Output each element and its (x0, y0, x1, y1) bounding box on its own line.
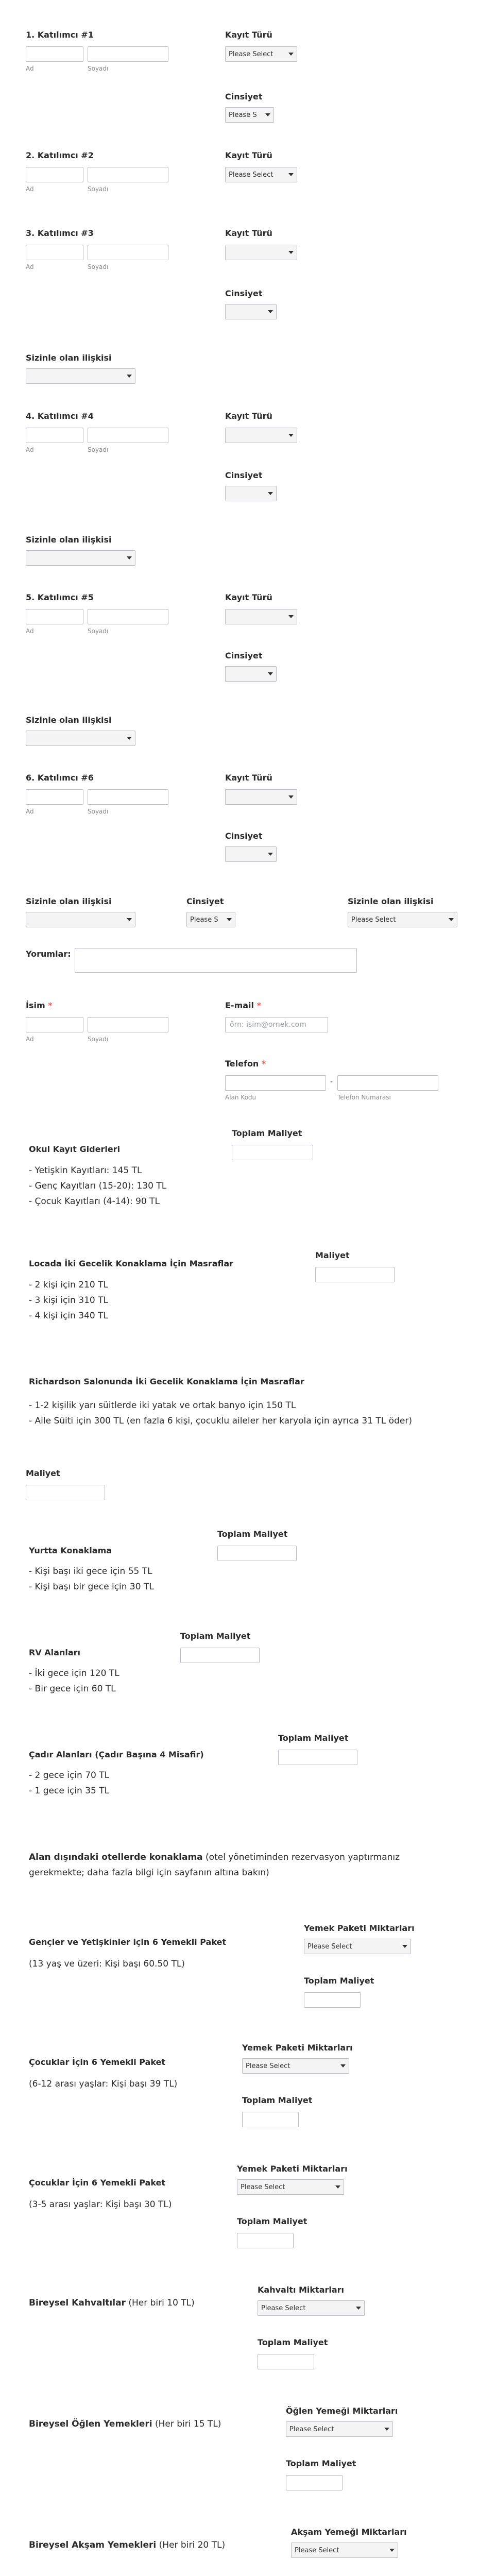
first-name-sublabel: Ad (26, 808, 34, 815)
phone-label (225, 1059, 266, 1069)
participant-6-relation-select[interactable] (26, 912, 135, 927)
lodge-cost-label: Maliyet (315, 1250, 350, 1260)
meal-5-subtitle: (Her biri 15 TL) (152, 2419, 221, 2429)
meal-1-title: Gençler ve Yetişkinler için 6 Yemekli Paket (29, 1937, 227, 1947)
select-value: Please Select (246, 2062, 290, 2070)
last-name-sublabel: Soyadı (88, 185, 109, 193)
rv-total-label: Toplam Maliyet (180, 1631, 251, 1641)
participant-4-last-name-input[interactable] (88, 428, 168, 443)
chevron-down-icon (288, 615, 294, 618)
rv-line: - İki gece için 120 TL (29, 1668, 119, 1679)
email-label-text: E-mail (225, 1001, 254, 1010)
first-name-sublabel: Ad (26, 446, 34, 453)
last-name-sublabel: Soyadı (88, 1036, 109, 1043)
required-asterisk: * (261, 1059, 266, 1069)
select-value: Please Select (295, 2546, 339, 2554)
richardson-line: - Aile Süiti için 300 TL (en fazla 6 kişi, çocuklu aileler her karyola için ayrıca 31 TL öder) (29, 1416, 412, 1426)
last-name-sublabel: Soyadı (88, 65, 109, 72)
chevron-down-icon (288, 251, 294, 254)
first-name-sublabel: Ad (26, 65, 34, 72)
tent-title: Çadır Alanları (Çadır Başına 4 Misafir) (29, 1750, 204, 1759)
chevron-down-icon (268, 853, 273, 856)
select-value: Please Select (351, 916, 396, 924)
last-name-sublabel: Soyadı (88, 808, 109, 815)
lodge-line: - 4 kişi için 340 TL (29, 1311, 108, 1321)
richardson-title: Richardson Salonunda İki Gecelik Konaklama İçin Masraflar (29, 1377, 304, 1386)
meal-6-qty-label: Akşam Yemeği Miktarları (291, 2527, 407, 2537)
participant-4-registration-type-select[interactable] (225, 428, 297, 443)
select-value: Please S (190, 916, 218, 924)
dorm-title: Yurtta Konaklama (29, 1546, 112, 1555)
select-value: Please Select (289, 2425, 334, 2433)
email-input[interactable] (225, 1017, 328, 1032)
participant-2-first-name-input[interactable] (26, 167, 83, 182)
meal-4-total-input[interactable] (258, 2354, 314, 2369)
relation-label: Sizinle olan ilişkisi (26, 896, 112, 906)
registration-type-label: Kayıt Türü (225, 150, 272, 160)
meal-1-total-input[interactable] (304, 1992, 361, 2008)
select-value: Please Select (241, 2183, 285, 2191)
last-name-sublabel: Soyadı (88, 446, 109, 453)
chevron-down-icon (127, 918, 132, 921)
participant-2-title: 2. Katılımcı #2 (26, 150, 94, 160)
chevron-down-icon (268, 672, 273, 675)
registration-type-label: Kayıt Türü (225, 30, 272, 40)
dorm-total-input[interactable] (217, 1546, 297, 1561)
meal-2-total-label: Toplam Maliyet (242, 2095, 313, 2105)
participant-5-gender-select[interactable] (225, 666, 277, 682)
richardson-cost-label: Maliyet (26, 1468, 60, 1478)
meal-1-subtitle: (13 yaş ve üzeri: Kişi başı 60.50 TL) (29, 1959, 185, 1969)
meal-6-title-row (29, 2540, 225, 2550)
chevron-down-icon (384, 2428, 389, 2431)
meal-5-title: Bireysel Öğlen Yemekleri (29, 2419, 152, 2429)
participant-6-title: 6. Katılımcı #6 (26, 773, 94, 783)
meal-4-title: Bireysel Kahvaltılar (29, 2298, 126, 2308)
registration-fees-title: Okul Kayıt Giderleri (29, 1144, 121, 1154)
participant-5-first-name-input[interactable] (26, 609, 83, 624)
dorm-line: - Kişi başı bir gece için 30 TL (29, 1582, 154, 1592)
meal-1-total-label: Toplam Maliyet (304, 1976, 374, 1986)
offsite-hotels-rest: (otel yönetiminden rezervasyon yaptırmanız (202, 1852, 400, 1862)
registration-type-label: Kayıt Türü (225, 592, 272, 602)
participant-1-first-name-input[interactable] (26, 46, 83, 62)
area-code-input[interactable] (225, 1075, 326, 1091)
first-name-sublabel: Ad (26, 263, 34, 270)
meal-5-total-label: Toplam Maliyet (286, 2459, 356, 2468)
first-name-sublabel: Ad (26, 185, 34, 193)
select-value: Please Select (261, 2304, 306, 2312)
participant-5-title: 5. Katılımcı #5 (26, 592, 94, 602)
email-label (225, 1001, 261, 1010)
registration-fee-line: - Yetişkin Kayıtları: 145 TL (29, 1165, 142, 1176)
meal-4-total-label: Toplam Maliyet (258, 2337, 328, 2347)
rv-line: - Bir gece için 60 TL (29, 1684, 116, 1694)
meal-4-qty-label: Kahvaltı Miktarları (258, 2285, 345, 2295)
chevron-down-icon (268, 492, 273, 495)
registration-total-label: Toplam Maliyet (232, 1128, 302, 1138)
participant-6-first-name-input[interactable] (26, 789, 83, 805)
meal-5-qty-label: Öğlen Yemeği Miktarları (286, 2406, 398, 2416)
gender-label: Cinsiyet (225, 651, 263, 660)
relation-label: Sizinle olan ilişkisi (26, 353, 112, 363)
chevron-down-icon (265, 113, 270, 116)
participant-1-registration-type-select[interactable] (225, 46, 297, 62)
participant-6-gender-select[interactable] (225, 846, 277, 862)
meal-2-title: Çocuklar İçin 6 Yemekli Paket (29, 2057, 166, 2067)
participant-6-registration-type-select[interactable] (225, 789, 297, 805)
comments-label: Yorumlar: (26, 949, 71, 959)
meal-3-qty-select[interactable] (237, 2179, 344, 2195)
registration-type-label: Kayıt Türü (225, 411, 272, 421)
required-asterisk: * (256, 1001, 261, 1010)
chevron-down-icon (227, 918, 232, 921)
chevron-down-icon (127, 737, 132, 740)
select-value: Please Select (307, 1942, 352, 1951)
chevron-down-icon (127, 375, 132, 378)
registration-fee-line: - Çocuk Kayıtları (4-14): 90 TL (29, 1196, 160, 1207)
meal-3-total-label: Toplam Maliyet (237, 2216, 307, 2226)
meal-6-title: Bireysel Akşam Yemekleri (29, 2540, 157, 2550)
comments-textarea[interactable] (75, 948, 357, 973)
gender-label: Cinsiyet (225, 289, 263, 298)
participant-5-relation-select[interactable] (26, 731, 135, 746)
extra-relation-select[interactable] (348, 912, 457, 927)
meal-4-title-row (29, 2298, 195, 2308)
offsite-hotels-text (29, 1852, 400, 1862)
contact-first-name-input[interactable] (26, 1017, 83, 1032)
select-value: Please Select (229, 50, 273, 58)
participant-4-title: 4. Katılımcı #4 (26, 411, 94, 421)
meal-5-title-row (29, 2419, 221, 2429)
participant-4-gender-select[interactable] (225, 486, 277, 501)
chevron-down-icon (288, 434, 294, 437)
offsite-hotels-text-2: gerekmekte; daha fazla bilgi için sayfanın altına bakın) (29, 1868, 269, 1878)
registration-fee-line: - Genç Kayıtları (15-20): 130 TL (29, 1181, 167, 1191)
phone-number-sublabel: Telefon Numarası (337, 1094, 391, 1101)
participant-3-registration-type-select[interactable] (225, 245, 297, 260)
lodge-title: Locada İki Gecelik Konaklama İçin Masraflar (29, 1259, 234, 1268)
participant-1-gender-select[interactable] (225, 107, 274, 123)
participant-5-last-name-input[interactable] (88, 609, 168, 624)
lodge-cost-input[interactable] (315, 1267, 395, 1282)
meal-3-title: Çocuklar İçin 6 Yemekli Paket (29, 2178, 166, 2188)
participant-4-first-name-input[interactable] (26, 428, 83, 443)
meal-4-subtitle: (Her biri 10 TL) (125, 2298, 195, 2308)
registration-total-input[interactable] (232, 1145, 313, 1160)
chevron-down-icon (288, 53, 294, 56)
relation-label: Sizinle olan ilişkisi (26, 535, 112, 545)
email-placeholder: örn: isim@ornek.com (230, 1021, 306, 1029)
dorm-line: - Kişi başı iki gece için 55 TL (29, 1566, 152, 1577)
tent-total-input[interactable] (278, 1750, 357, 1765)
required-asterisk: * (48, 1001, 53, 1010)
chevron-down-icon (340, 2064, 346, 2067)
relation-label: Sizinle olan ilişkisi (26, 715, 112, 725)
chevron-down-icon (356, 2307, 361, 2310)
participant-3-title: 3. Katılımcı #3 (26, 228, 94, 238)
gender-label: Cinsiyet (225, 470, 263, 480)
relation-label: Sizinle olan ilişkisi (348, 896, 434, 906)
chevron-down-icon (268, 310, 273, 313)
participant-1-title: 1. Katılımcı #1 (26, 30, 94, 40)
richardson-line: - 1-2 kişilik yarı süitlerde iki yatak ve ortak banyo için 150 TL (29, 1400, 296, 1411)
phone-label-text: Telefon (225, 1059, 259, 1069)
gender-label: Cinsiyet (186, 896, 224, 906)
meal-1-qty-label: Yemek Paketi Miktarları (304, 1923, 415, 1933)
meal-4-qty-select[interactable] (258, 2300, 365, 2316)
lodge-line: - 3 kişi için 310 TL (29, 1295, 108, 1306)
chevron-down-icon (389, 2549, 395, 2552)
tent-line: - 1 gece için 35 TL (29, 1786, 110, 1796)
richardson-cost-input[interactable] (26, 1485, 105, 1500)
chevron-down-icon (402, 1945, 407, 1948)
rv-total-input[interactable] (180, 1648, 260, 1663)
first-name-sublabel: Ad (26, 1036, 34, 1043)
participant-3-last-name-input[interactable] (88, 245, 168, 260)
meal-3-subtitle: (3-5 arası yaşlar: Kişi başı 30 TL) (29, 2199, 172, 2210)
registration-type-label: Kayıt Türü (225, 228, 272, 238)
registration-type-label: Kayıt Türü (225, 773, 272, 783)
tent-line: - 2 gece için 70 TL (29, 1770, 110, 1781)
meal-2-qty-select[interactable] (242, 2058, 349, 2074)
meal-3-qty-label: Yemek Paketi Miktarları (237, 2164, 348, 2174)
meal-5-total-input[interactable] (286, 2475, 343, 2490)
select-value: Please Select (229, 171, 273, 179)
participant-1-last-name-input[interactable] (88, 46, 168, 62)
participant-6-last-name-input[interactable] (88, 789, 168, 805)
chevron-down-icon (288, 795, 294, 799)
last-name-sublabel: Soyadı (88, 263, 109, 270)
name-label (26, 1001, 53, 1010)
tent-total-label: Toplam Maliyet (278, 1733, 349, 1743)
participant-3-gender-select[interactable] (225, 304, 277, 319)
dorm-total-label: Toplam Maliyet (217, 1529, 288, 1539)
participant-5-registration-type-select[interactable] (225, 609, 297, 624)
meal-2-total-input[interactable] (242, 2112, 299, 2127)
name-label-text: İsim (26, 1001, 45, 1010)
phone-dash: - (330, 1078, 333, 1086)
participant-3-relation-select[interactable] (26, 368, 135, 384)
chevron-down-icon (449, 918, 454, 921)
lodge-line: - 2 kişi için 210 TL (29, 1280, 108, 1290)
extra-gender-select[interactable] (186, 912, 235, 927)
area-code-sublabel: Alan Kodu (225, 1094, 256, 1101)
participant-4-relation-select[interactable] (26, 550, 135, 566)
select-value: Please S (229, 111, 257, 119)
gender-label: Cinsiyet (225, 92, 263, 101)
rv-title: RV Alanları (29, 1648, 80, 1657)
first-name-sublabel: Ad (26, 628, 34, 635)
participant-2-last-name-input[interactable] (88, 167, 168, 182)
participant-2-registration-type-select[interactable] (225, 167, 297, 182)
chevron-down-icon (127, 556, 132, 560)
meal-2-qty-label: Yemek Paketi Miktarları (242, 2043, 353, 2053)
chevron-down-icon (288, 173, 294, 176)
meal-5-qty-select[interactable] (286, 2421, 393, 2437)
meal-1-qty-select[interactable] (304, 1939, 411, 1954)
participant-3-first-name-input[interactable] (26, 245, 83, 260)
gender-label: Cinsiyet (225, 831, 263, 841)
meal-3-total-input[interactable] (237, 2233, 294, 2248)
contact-last-name-input[interactable] (88, 1017, 168, 1032)
last-name-sublabel: Soyadı (88, 628, 109, 635)
meal-6-qty-select[interactable] (291, 2543, 398, 2558)
phone-number-input[interactable] (337, 1075, 438, 1091)
meal-6-subtitle: (Her biri 20 TL) (156, 2540, 226, 2550)
chevron-down-icon (335, 2185, 340, 2189)
offsite-hotels-bold: Alan dışındaki otellerde konaklama (29, 1852, 203, 1862)
meal-2-subtitle: (6-12 arası yaşlar: Kişi başı 39 TL) (29, 2079, 178, 2089)
